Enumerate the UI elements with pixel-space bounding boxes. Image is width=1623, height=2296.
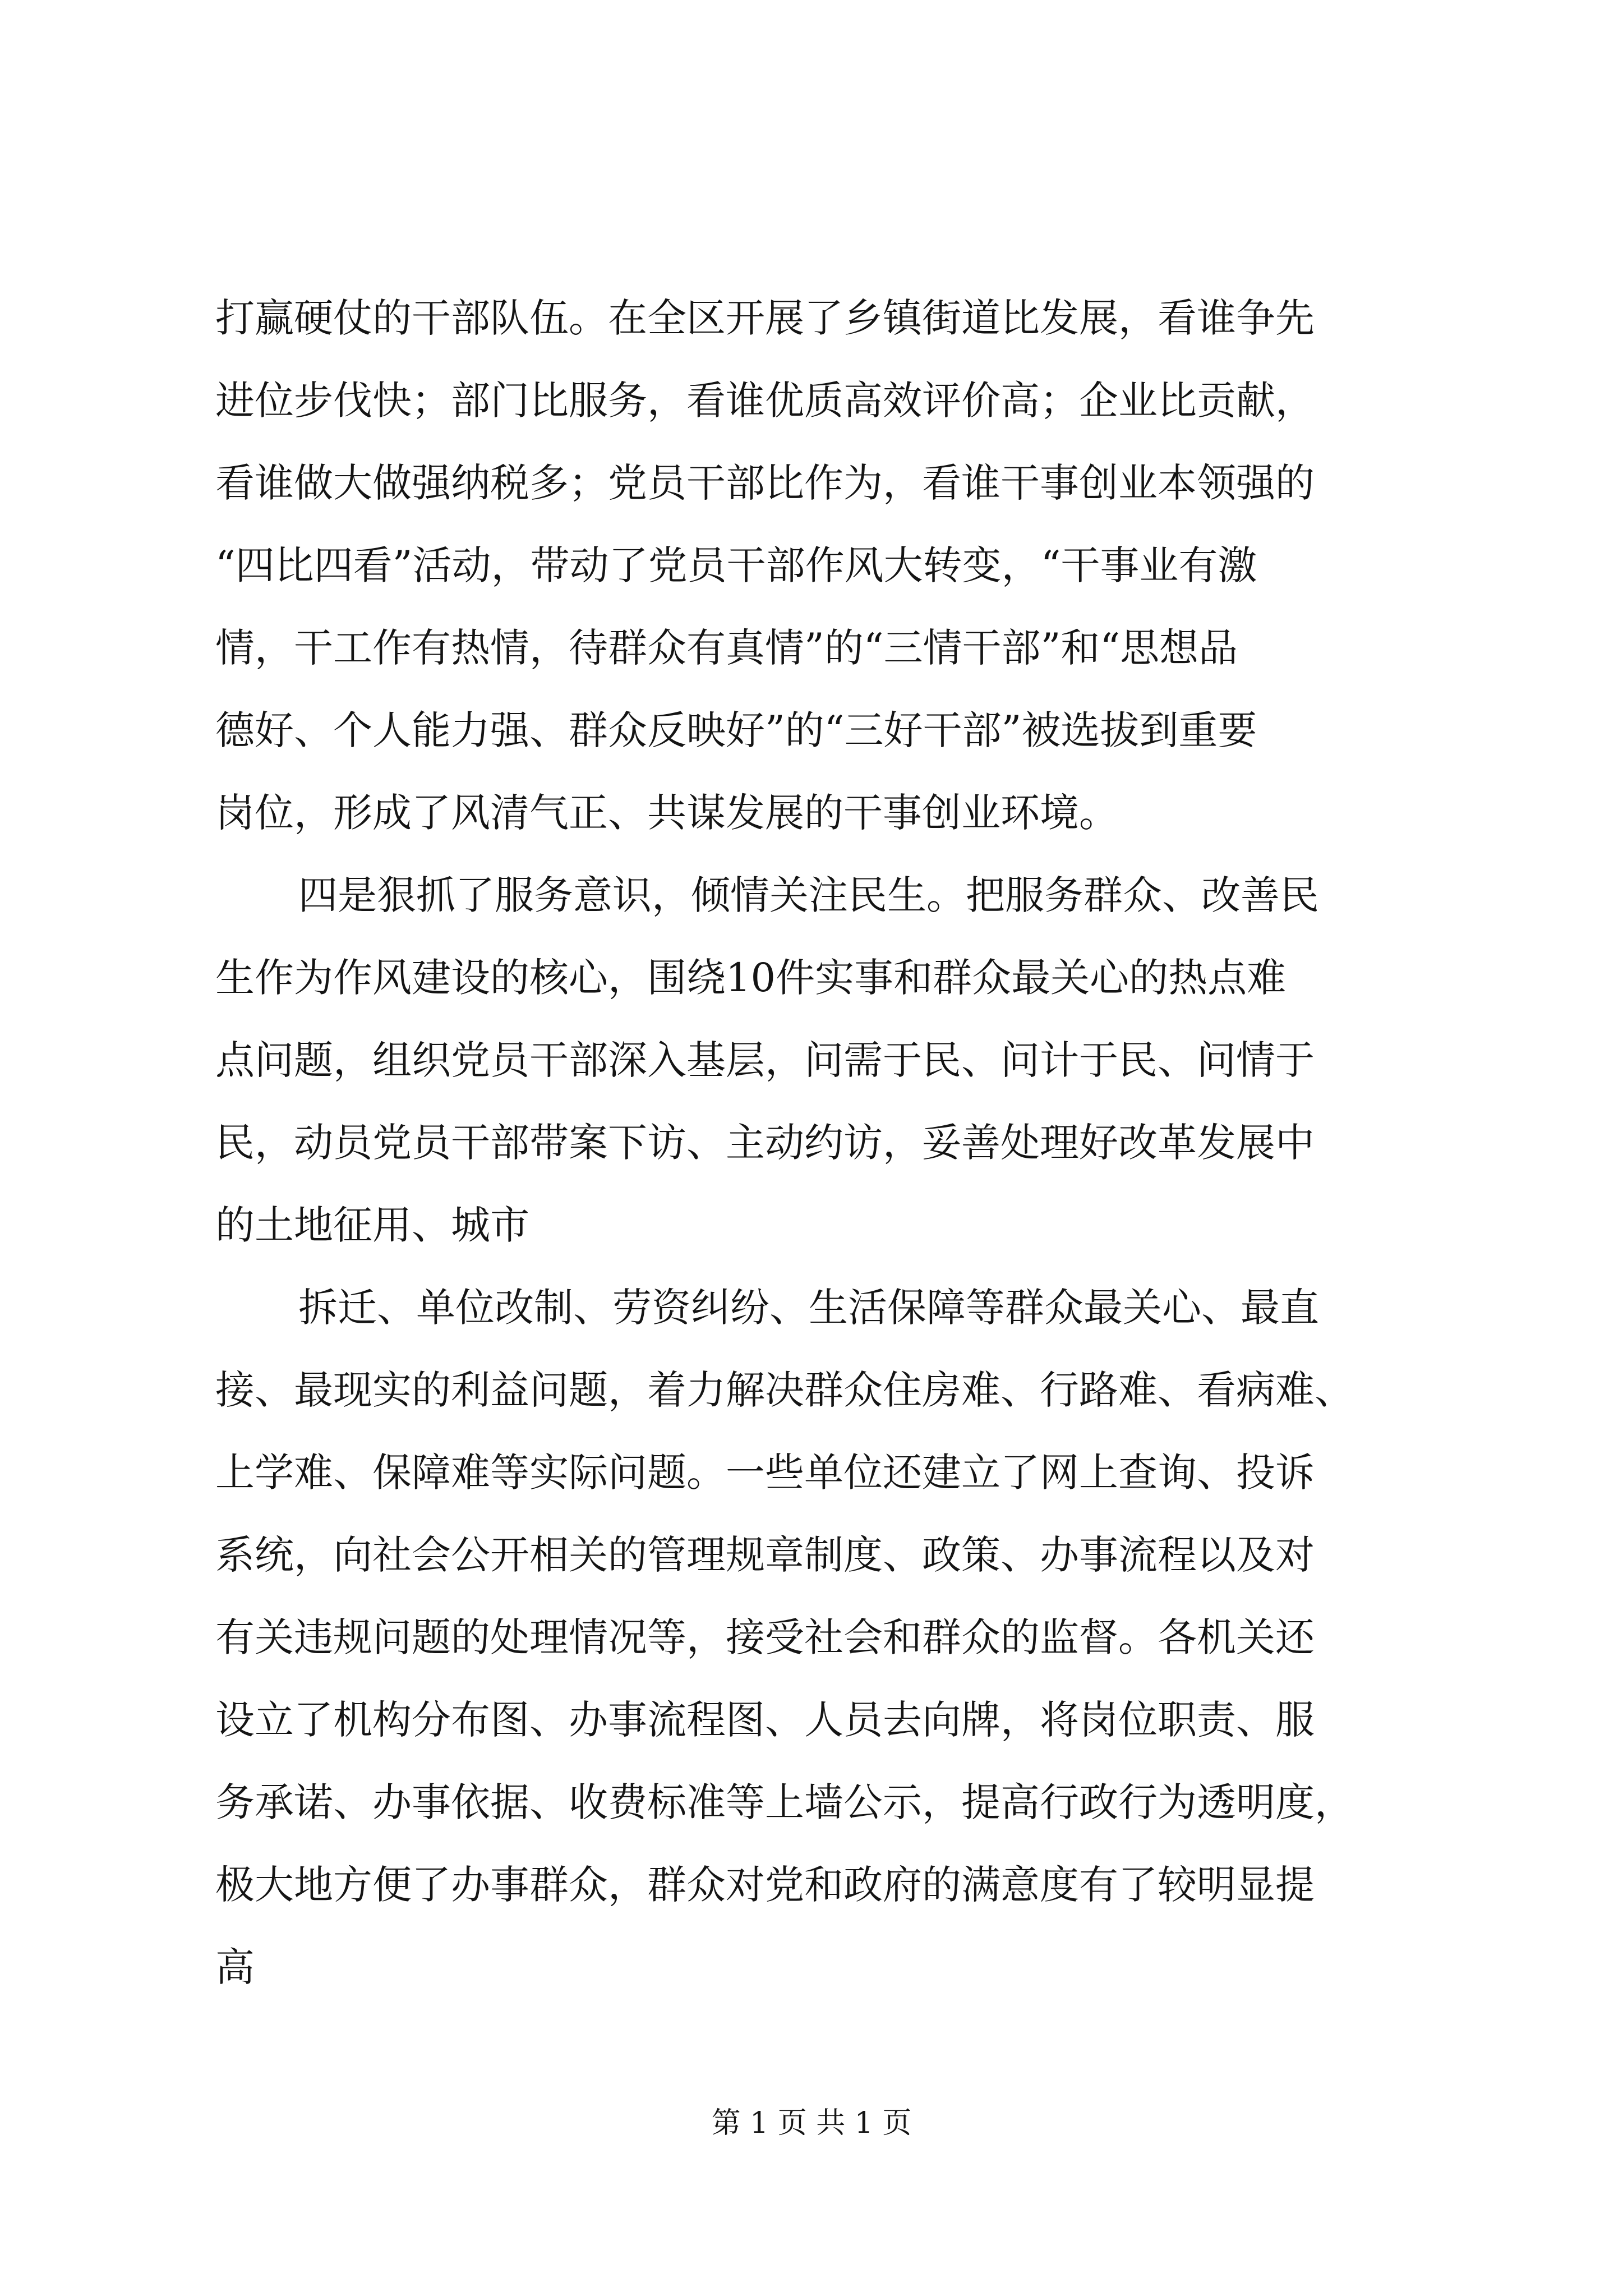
text-line: “四比四看”活动，带动了党员干部作风大转变，“干事业有激 — [215, 542, 1257, 588]
text-line: 打赢硬仗的干部队伍。在全区开展了乡镇街道比发展，看谁争先 — [215, 295, 1315, 341]
text-line: 看谁做大做强纳税多；党员干部比作为，看谁干事创业本领强的 — [215, 460, 1315, 506]
text-line: 进位步伐快；部门比服务，看谁优质高效评价高；企业比贡献， — [215, 378, 1315, 424]
text-line: 系统，向社会公开相关的管理规章制度、政策、办事流程以及对 — [215, 1532, 1315, 1578]
text-line: 的土地征用、城市 — [215, 1202, 529, 1248]
paragraph-first-line: 四是狠抓了服务意识，倾情关注民生。把服务群众、改善民 — [298, 872, 1319, 918]
text-line: 高 — [215, 1944, 255, 1990]
text-line: 设立了机构分布图、办事流程图、人员去向牌，将岗位职责、服 — [215, 1697, 1315, 1743]
text-line: 岗位，形成了风清气正、共谋发展的干事创业环境。 — [215, 790, 1118, 836]
text-line: 接、最现实的利益问题，着力解决群众住房难、行路难、看病难、 — [215, 1367, 1354, 1413]
text-line: 上学难、保障难等实际问题。一些单位还建立了网上查询、投诉 — [215, 1450, 1315, 1496]
page-number-footer: 第 1 页 共 1 页 — [711, 2106, 912, 2140]
text-line: 情，干工作有热情，待群众有真情”的“三情干部”和“思想品 — [215, 625, 1238, 671]
text-line: 德好、个人能力强、群众反映好”的“三好干部”被选拔到重要 — [215, 707, 1257, 753]
text-line: 有关违规问题的处理情况等，接受社会和群众的监督。各机关还 — [215, 1614, 1315, 1660]
text-line: 点问题，组织党员干部深入基层，问需于民、问计于民、问情于 — [215, 1037, 1315, 1083]
text-line: 极大地方便了办事群众，群众对党和政府的满意度有了较明显提 — [215, 1862, 1315, 1908]
text-line: 民，动员党员干部带案下访、主动约访，妥善处理好改革发展中 — [215, 1120, 1315, 1166]
text-line: 生作为作风建设的核心，围绕10件实事和群众最关心的热点难 — [215, 955, 1287, 1001]
text-line: 务承诺、办事依据、收费标准等上墙公示，提高行政行为透明度， — [215, 1779, 1354, 1825]
paragraph-first-line: 拆迁、单位改制、劳资纠纷、生活保障等群众最关心、最直 — [298, 1285, 1319, 1331]
document-body — [215, 277, 1410, 2009]
